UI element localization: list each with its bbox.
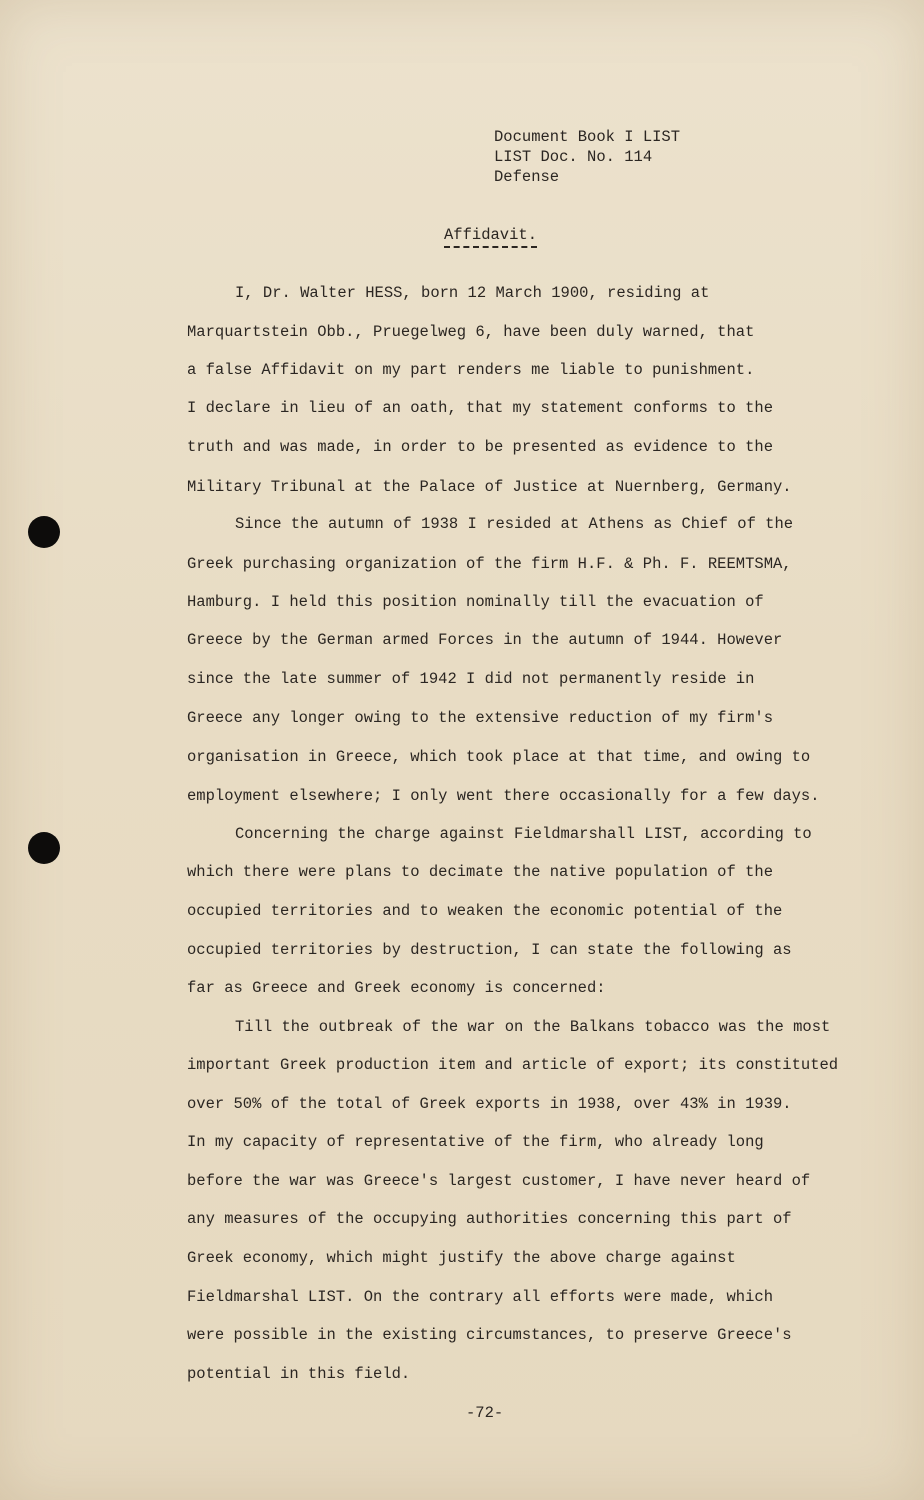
text-line: Fieldmarshal LIST. On the contrary all efforts were made, which (187, 1288, 773, 1306)
text-line: occupied territories by destruction, I can state the following as (187, 941, 792, 959)
text-line: I declare in lieu of an oath, that my statement conforms to the (187, 399, 773, 417)
text-line: any measures of the occupying authorities concerning this part of (187, 1210, 792, 1228)
page-title: Affidavit. (444, 225, 537, 248)
text-line: Hamburg. I held this position nominally till the evacuation of (187, 593, 764, 611)
punch-hole-bottom (28, 832, 60, 864)
text-line: truth and was made, in order to be presented as evidence to the (187, 438, 773, 456)
text-line: Greek purchasing organization of the firm H.F. & Ph. F. REEMTSMA, (187, 555, 792, 573)
text-line: Greece by the German armed Forces in the autumn of 1944. However (187, 631, 783, 649)
text-line: Marquartstein Obb., Pruegelweg 6, have been duly warned, that (187, 323, 755, 341)
text-line: since the late summer of 1942 I did not permanently reside in (187, 670, 755, 688)
text-line: Till the outbreak of the war on the Balkans tobacco was the most (235, 1018, 831, 1036)
text-line: occupied territories and to weaken the economic potential of the (187, 902, 783, 920)
text-line: before the war was Greece's largest customer, I have never heard of (187, 1172, 811, 1190)
text-line: important Greek production item and article of export; its constituted (187, 1056, 839, 1074)
text-line: a false Affidavit on my part renders me liable to punishment. (187, 361, 755, 379)
text-line: over 50% of the total of Greek exports in 1938, over 43% in 1939. (187, 1095, 792, 1113)
header-defense: Defense (494, 168, 560, 186)
text-line: Since the autumn of 1938 I resided at Athens as Chief of the (235, 515, 794, 533)
text-line: were possible in the existing circumstances, to preserve Greece's (187, 1326, 792, 1344)
text-line: potential in this field. (187, 1365, 411, 1383)
text-line: Concerning the charge against Fieldmarshall LIST, according to (235, 825, 812, 843)
text-line: organisation in Greece, which took place at that time, and owing to (187, 748, 811, 766)
text-line: Greece any longer owing to the extensive reduction of my firm's (187, 709, 773, 727)
text-line: which there were plans to decimate the native population of the (187, 863, 773, 881)
text-line: Military Tribunal at the Palace of Justice at Nuernberg, Germany. (187, 478, 792, 496)
header-doc-number: LIST Doc. No. 114 (494, 148, 653, 166)
text-line: In my capacity of representative of the firm, who already long (187, 1133, 764, 1151)
punch-hole-top (28, 516, 60, 548)
page-number: -72- (466, 1404, 504, 1422)
text-line: Greek economy, which might justify the above charge against (187, 1249, 736, 1267)
text-line: far as Greece and Greek economy is concerned: (187, 979, 606, 997)
document-header (494, 127, 680, 187)
text-line: I, Dr. Walter HESS, born 12 March 1900, residing at (235, 284, 710, 302)
header-document-book: Document Book I LIST (494, 128, 681, 146)
text-line: employment elsewhere; I only went there occasionally for a few days. (187, 787, 820, 805)
